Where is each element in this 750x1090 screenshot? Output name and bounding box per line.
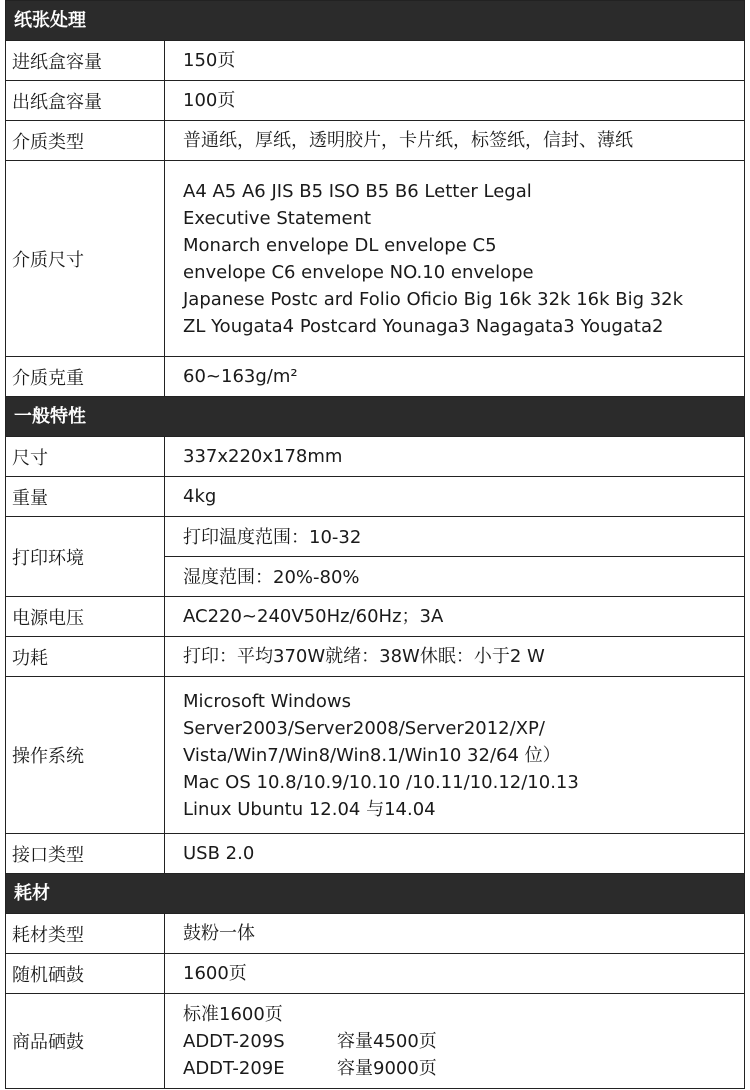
drum-model-capacity: 容量4500页 — [337, 1030, 437, 1052]
spec-label: 尺寸 — [6, 437, 165, 476]
spec-value — [165, 477, 744, 516]
spec-value-line: 鼓粉一体 — [183, 923, 255, 944]
spec-value — [165, 81, 744, 120]
spec-value-line: A4 A5 A6 JIS B5 ISO B5 B6 Letter Legal — [183, 180, 532, 202]
spec-label: 重量 — [6, 477, 165, 516]
spec-value-line: Japanese Postc ard Folio Oficio Big 16k 32k 16k Big 32k — [183, 288, 684, 310]
spec-value-line: Vista/Win7/Win8/Win8.1/Win10 32/64 位） — [183, 744, 561, 766]
spec-row-dimensions — [6, 437, 744, 477]
spec-value-line: Linux Ubuntu 12.04 与14.04 — [183, 798, 436, 820]
spec-value-line: 100页 — [183, 90, 236, 111]
section-header-general: 一般特性 — [6, 397, 744, 437]
spec-row-weight — [6, 477, 744, 517]
drum-model-code: ADDT-209E — [183, 1057, 285, 1079]
spec-value — [165, 517, 744, 596]
spec-value-line: 标准1600页 — [183, 1003, 283, 1025]
spec-label: 出纸盒容量 — [6, 81, 165, 120]
spec-row-bundled-drum — [6, 954, 744, 994]
drum-model-row — [183, 1028, 744, 1055]
spec-label: 进纸盒容量 — [6, 41, 165, 80]
spec-row-output-tray-capacity — [6, 81, 744, 121]
spec-value-line: 打印：平均370W就绪：38W休眠：小于2 W — [183, 646, 545, 667]
drum-model-row — [183, 1055, 744, 1082]
spec-subrow-temperature — [165, 517, 744, 557]
spec-label: 操作系统 — [6, 677, 165, 833]
drum-model-capacity: 容量9000页 — [337, 1057, 437, 1079]
spec-subrow-humidity — [165, 557, 744, 597]
spec-value-line: envelope C6 envelope NO.10 envelope — [183, 261, 534, 283]
spec-value-line: Monarch envelope DL envelope C5 — [183, 234, 497, 256]
spec-table — [5, 0, 745, 1089]
spec-label: 功耗 — [6, 637, 165, 676]
spec-value-line: 打印温度范围：10-32 — [183, 527, 362, 549]
spec-row-media-type — [6, 121, 744, 161]
spec-label: 随机硒鼓 — [6, 954, 165, 993]
spec-label: 介质克重 — [6, 357, 165, 396]
spec-value — [165, 637, 744, 676]
spec-value — [165, 994, 744, 1088]
spec-label: 耗材类型 — [6, 914, 165, 953]
spec-row-power-voltage — [6, 597, 744, 637]
spec-value — [165, 834, 744, 873]
spec-value-line: 湿度范围：20%-80% — [183, 567, 360, 589]
spec-value — [165, 121, 744, 160]
spec-value — [165, 597, 744, 636]
spec-value — [165, 161, 744, 356]
spec-label: 商品硒鼓 — [6, 994, 165, 1088]
spec-value-line: 150页 — [183, 50, 236, 71]
spec-row-operating-system — [6, 677, 744, 834]
drum-model-code: ADDT-209S — [183, 1030, 285, 1052]
spec-value — [165, 437, 744, 476]
spec-label: 电源电压 — [6, 597, 165, 636]
spec-value — [165, 41, 744, 80]
spec-row-power-consumption — [6, 637, 744, 677]
spec-row-consumable-type — [6, 914, 744, 954]
spec-label: 接口类型 — [6, 834, 165, 873]
section-header-paper-handling: 纸张处理 — [6, 1, 744, 41]
spec-value — [165, 677, 744, 833]
spec-value-line: Microsoft Windows — [183, 690, 351, 712]
spec-value-line: Executive Statement — [183, 207, 372, 229]
spec-label: 介质类型 — [6, 121, 165, 160]
spec-value-line: Server2003/Server2008/Server2012/XP/ — [183, 717, 545, 739]
spec-row-input-tray-capacity — [6, 41, 744, 81]
spec-label: 介质尺寸 — [6, 161, 165, 356]
spec-value — [165, 954, 744, 993]
spec-value-line: 1600页 — [183, 963, 247, 984]
spec-value — [165, 357, 744, 396]
spec-value-line: 普通纸，厚纸，透明胶片，卡片纸，标签纸，信封、薄纸 — [183, 130, 633, 151]
spec-row-interface — [6, 834, 744, 874]
spec-row-print-environment — [6, 517, 744, 597]
spec-row-retail-drum — [6, 994, 744, 1088]
spec-value — [165, 914, 744, 953]
spec-label: 打印环境 — [6, 517, 165, 596]
spec-value-line: 337x220x178mm — [183, 446, 343, 467]
spec-value-line: 4kg — [183, 486, 217, 507]
spec-value-line: AC220~240V50Hz/60Hz；3A — [183, 606, 444, 627]
spec-row-media-weight — [6, 357, 744, 397]
spec-value-line: 60~163g/m² — [183, 366, 298, 387]
spec-value-line: ZL Yougata4 Postcard Younaga3 Nagagata3 Yougata2 — [183, 315, 664, 337]
spec-value-line: USB 2.0 — [183, 843, 255, 864]
spec-value-line: Mac OS 10.8/10.9/10.10 /10.11/10.12/10.13 — [183, 771, 579, 793]
section-header-consumables: 耗材 — [6, 874, 744, 914]
spec-row-media-size — [6, 161, 744, 357]
